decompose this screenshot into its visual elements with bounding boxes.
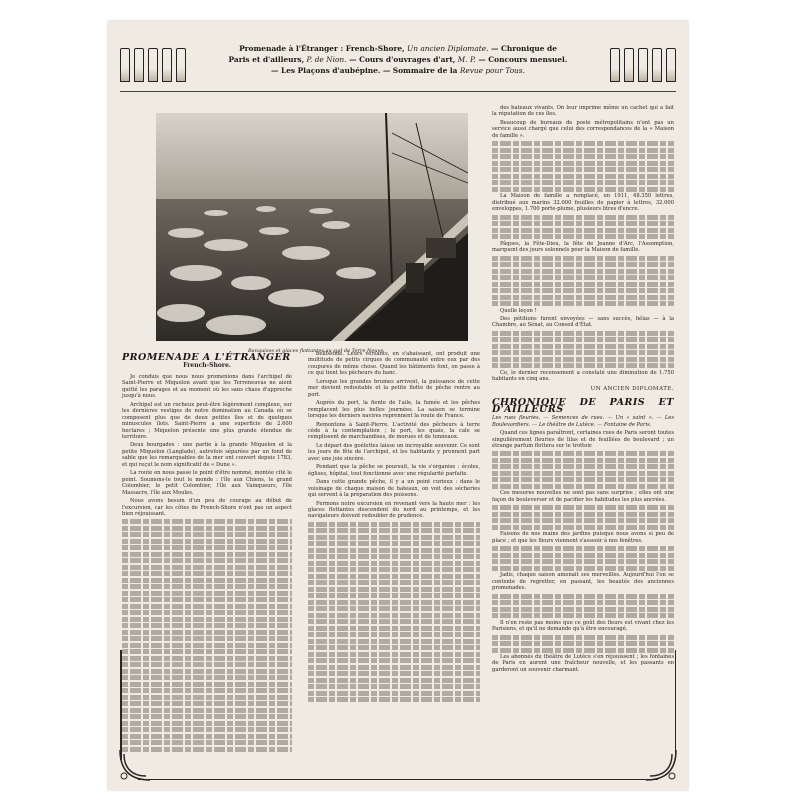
byline: UN ANCIEN DIPLOMATE. [590, 385, 674, 392]
paragraph: bellissime. Leurs versants, en s'abaissant, ont produit une multitude de petits cirques de communauté entre eux par des coupures de même chose. Quand les bâtiments font, on passe à ce qui tient les pêcheurs du banc. [308, 351, 480, 377]
paragraph: Le départ des goélettes laisse un incroyable souvenir. Ce sont les jours de fête de l'archipel, et les habitants y prennent part avec une joie sincère. [308, 442, 480, 462]
paragraph: Quelle leçon ! [500, 307, 537, 314]
promenade-subhead: French-Shore. [183, 362, 231, 370]
paragraph: Deux bourgades : une partie à la grande Miquelon et la petite Miquelon (Langlade), autrefois séparées par un fond de sable que les remarquables de la mer ont couvert depuis 1783, et qui reçut le nom significatif de « Dune ». [122, 442, 292, 468]
paragraph: Auprès du port, la fiente de l'aile, la fumée et les pêches remplacent les plus belles journées. La saison se termine lorsque les derniers navires reprennent la route de France. [308, 400, 480, 420]
paragraph: Je conduis que nous nous promenions dans l'archipel de Saint-Pierre et Miquelon avant que les Terreneuvas ne aient quitté les parages et au moment où les sans chaos d'approche jusqu'à nous. [122, 373, 292, 400]
column-right [492, 105, 674, 675]
right-frame-line [675, 650, 677, 760]
paragraph: Il n'en reste pas moins que ce goût des fleurs est vivant chez les Parisiens, et qu'il ne demande qu'à être encouragé. [492, 619, 674, 633]
paragraph: Pendant que la pêche se poursuit, la vie s'organise : écoles, églises, hôpital, tout fonctionne avec une régularité parfaite. [308, 464, 480, 477]
header-ornament-left [120, 48, 186, 84]
paragraph: La Maison de famille a remplacé, en 1911, 48.350 lettres, distribué aux marins 32.000 feuilles de papier à lettres, 32.000 enveloppes, 1.700 porte-plume, plusieurs litres d'encre. [492, 193, 674, 213]
chronique-subtitle: Les rues fleuries. — Semences de rues. — Un « saint ». — Les Boulevardiers. — Le théâtre de Lutèce. — Fontaine de Paris. [492, 415, 674, 428]
paragraph: La route en nous passe le point d'être nommé, montée cité le point. Soumons-le tout le monde : l'île aux Chiens, le grand Colombier, le petit Colombier, l'île aux Vainqueurs, l'île Massacre, l'île aux Moules. [122, 470, 292, 496]
paragraph: Lorsque les grandes brumes arrivent, la puissance de cette mer devient redoutable et la petite flotte de pêche rentre au port. [308, 378, 480, 398]
paragraph: Nous avons besoin d'un peu de courage au début de l'excursion, car les côtes de French-Shore n'ont pas un aspect bien réjouissant. [122, 498, 292, 517]
corner-ornament-right [642, 746, 682, 786]
left-frame-line [120, 650, 122, 760]
paragraph: Quand ces lignes paraîtront, certaines rues de Paris seront toutes singulièrement fleuries de lilas et de feuillées de boulevard ; un étrange parfum flottera sur le trottoir. [492, 430, 674, 449]
paragraph: Ce, le dernier recensement a constaté une diminution de 1.750 habitants en cinq ans. [492, 369, 674, 383]
paragraph: Archipel est un rocheux peut-être légèrement complexe, sur les dernières vestiges de notre domination au Canada où se composent plus que de deux petites îles et de quelques minuscules îlots. Saint-Pierre a une superficie de 2.600 hectares ; Miquelon présente une plus grande étendue de territoire. [122, 401, 292, 440]
paragraph: Des pétitions furent envoyées — sans succès, hélas — à la Chambre, au Sénat, au Conseil d'État. [492, 315, 674, 329]
paragraph: Fermons notre excursion en revenant vers la haute mer : les glaces flottantes descendent du nord au printemps, et les navigateurs doivent redoubler de prudence. [308, 500, 480, 520]
bottom-frame-line [138, 779, 658, 781]
paragraph: Dans cette grande pêche, il y a un point curieux : dans le voisinage de chaque maison de bateaux, on voit des sécheries qui servent à la préparation des poissons. [308, 479, 480, 499]
column-promenade-continued [308, 351, 480, 704]
chronique-title: CHRONIQUE DE PARIS ET D'AILLEURS [492, 397, 674, 415]
paragraph: Faisons de nos mains des jardins puisque nous avons si peu de place ; et que les fleurs viennent s'asseoir à nos fenêtres. [492, 531, 674, 544]
header-ornament-right [610, 48, 676, 84]
corner-ornament-left [114, 746, 154, 786]
ice-floes-photo [156, 113, 468, 341]
issue-summary: Promenade à l'Étranger : French-Shore, Un ancien Diplomate. — Chronique de Paris et d'ailleurs, P. de Nion. — Cours d'ouvrages d'art, M. P. — Concours mensuel. — Les Plaçons d'aubépine. — Sommaire de la Revue pour Tous. [228, 44, 568, 75]
paragraph: Remontons à Saint-Pierre. L'activité des pêcheurs à terre cède à la contemplation ; le port, les quais, la cale se remplissent de marchandises, de morues et de tonneaux. [308, 421, 480, 441]
paragraph: Ces mesures nouvelles ne sont pas sans surprise ; elles ont une façon de bouleverser et de pacifier les habitudes les plus ancrées. [492, 490, 674, 503]
paragraph: Pâques, la Fête-Dieu, la fête de Jeanne d'Arc, l'Assomption, marquent des jours solennels pour la Maison de famille. [492, 240, 674, 254]
paragraph: Jadis, chaque saison amenait ses merveilles. Aujourd'hui l'on se contente de regretter, en passant, les beautés des anciennes promenades. [492, 572, 674, 592]
column-promenade [122, 351, 292, 753]
promenade-title: PROMENADE A L'ÉTRANGER [122, 352, 291, 363]
header-rule [120, 91, 676, 92]
paragraph: des bateaux vivants. On leur imprime même un cachet qui a fait la réputation de ces îles. [492, 105, 674, 118]
newspaper-page [108, 21, 688, 790]
photo-caption: Banquises et glaces flottantes au sud de Terre-Neuve [248, 348, 384, 354]
paragraph: Beaucoup de bureaux de poste métropolitains n'ont pas un service aussi chargé que celui des correspondances de la « Maison de famille ». [492, 119, 674, 139]
paragraph: Les abonnés du théâtre de Lutèce s'en réjouissent ; les fontaines de Paris en auront une fraîcheur nouvelle, et les passants en garderont un souvenir charmant. [492, 654, 674, 673]
